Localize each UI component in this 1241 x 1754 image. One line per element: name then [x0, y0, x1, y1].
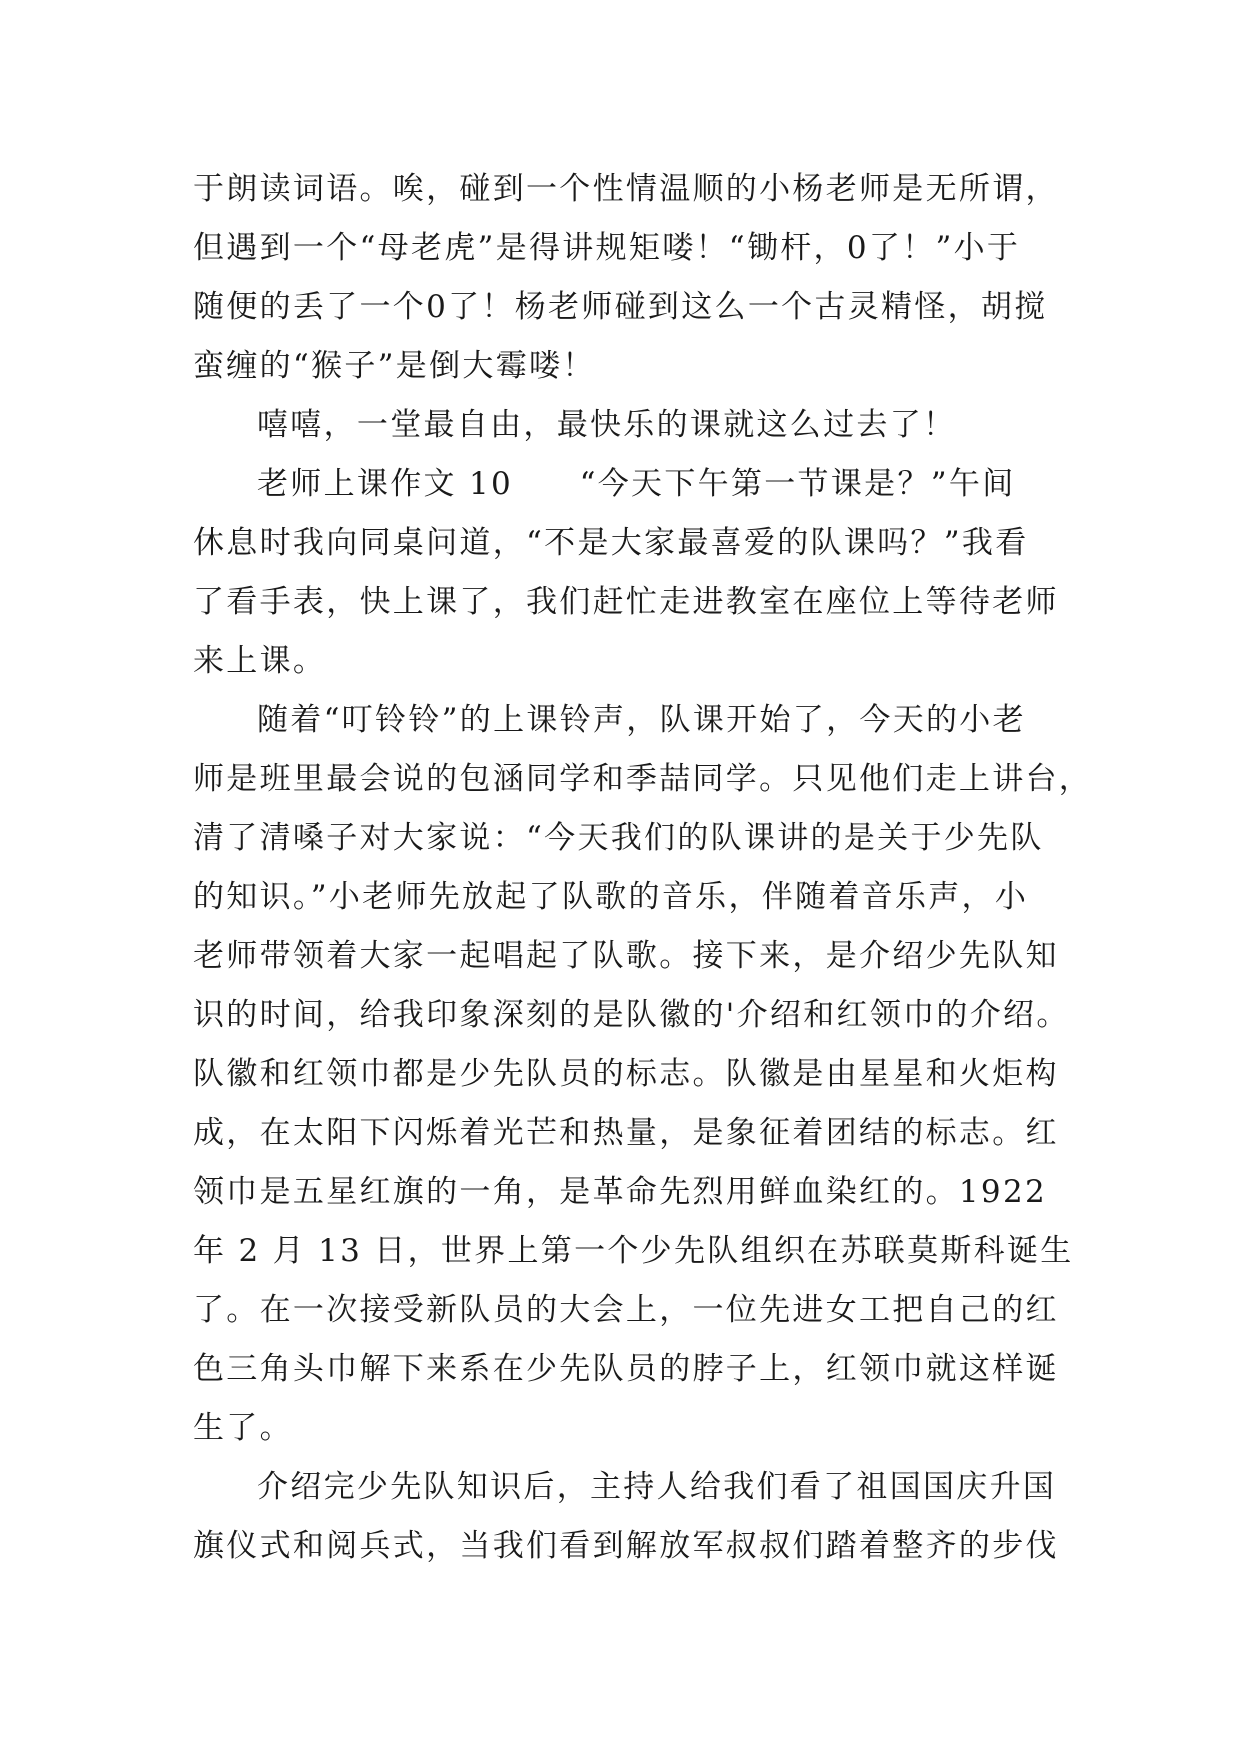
- text-line: 但遇到一个“母老虎”是得讲规矩喽！“锄杆，0了！”小于: [193, 230, 1021, 266]
- text-line: 生了。: [193, 1410, 293, 1446]
- text-line: 识的时间，给我印象深刻的是队徽的'介绍和红领巾的介绍。: [193, 997, 1070, 1033]
- text-line: 师是班里最会说的包涵同学和季喆同学。只见他们走上讲台，: [193, 761, 1093, 797]
- text-line: 来上课。: [193, 643, 327, 679]
- essay-text: [193, 160, 1093, 1576]
- text-line: 年 2 月 13 日，世界上第一个少先队组织在苏联莫斯科诞生: [193, 1233, 1074, 1269]
- text-line: 旗仪式和阅兵式，当我们看到解放军叔叔们踏着整齐的步伐: [193, 1528, 1059, 1564]
- paragraph-start-line: 老师上课作文 10 “今天下午第一节课是？”午间: [257, 466, 1016, 502]
- text-line: 老师带领着大家一起唱起了队歌。接下来，是介绍少先队知: [193, 938, 1059, 974]
- text-line: 随便的丢了一个0了！杨老师碰到这么一个古灵精怪，胡搅: [193, 289, 1048, 325]
- text-line: 休息时我向同桌问道，“不是大家最喜爱的队课吗？”我看: [193, 525, 1029, 561]
- text-line: 色三角头巾解下来系在少先队员的脖子上，红领巾就这样诞: [193, 1351, 1059, 1387]
- paragraph-start-line: 随着“叮铃铃”的上课铃声，队课开始了，今天的小老: [257, 702, 1026, 738]
- text-line: 清了清嗓子对大家说：“今天我们的队课讲的是关于少先队: [193, 820, 1044, 856]
- text-line: 的知识。”小老师先放起了队歌的音乐，伴随着音乐声，小: [193, 879, 1029, 915]
- text-line: 队徽和红领巾都是少先队员的标志。队徽是由星星和火炬构: [193, 1056, 1059, 1092]
- text-line: 了看手表，快上课了，我们赶忙走进教室在座位上等待老师: [193, 584, 1059, 620]
- paragraph-start-line: 嘻嘻，一堂最自由，最快乐的课就这么过去了！: [257, 407, 957, 443]
- text-line: 领巾是五星红旗的一角，是革命先烈用鲜血染红的。1922: [193, 1174, 1047, 1210]
- text-line: 成，在太阳下闪烁着光芒和热量，是象征着团结的标志。红: [193, 1115, 1059, 1151]
- paragraph-start-line: 介绍完少先队知识后，主持人给我们看了祖国国庆升国: [257, 1469, 1057, 1505]
- text-line: 蛮缠的“猴子”是倒大霉喽！: [193, 348, 596, 384]
- text-line: 于朗读词语。唉，碰到一个性情温顺的小杨老师是无所谓，: [193, 171, 1059, 207]
- text-line: 了。在一次接受新队员的大会上，一位先进女工把自己的红: [193, 1292, 1059, 1328]
